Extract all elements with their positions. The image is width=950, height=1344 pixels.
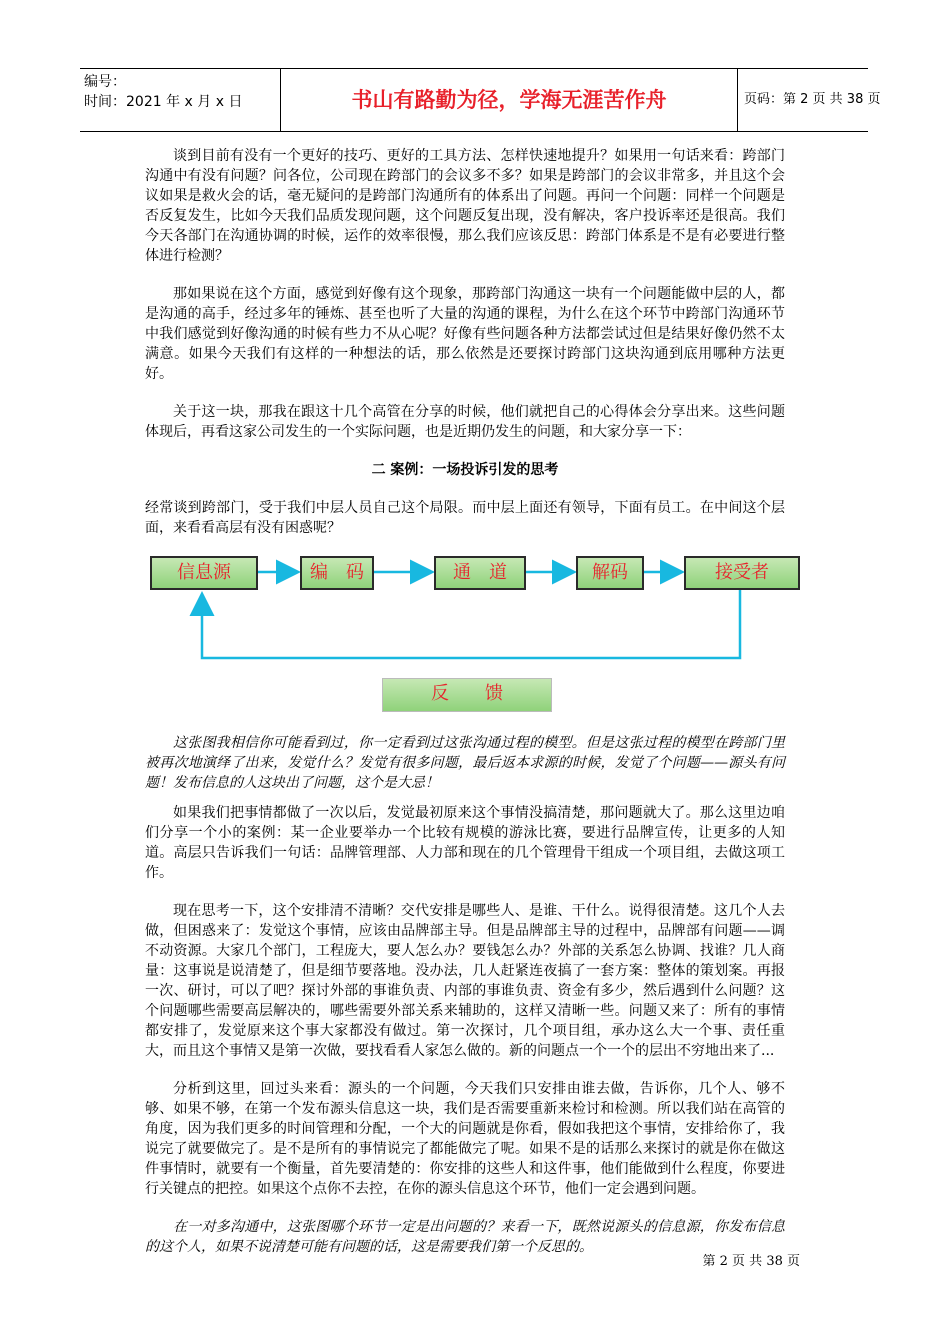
paragraph: 现在思考一下，这个安排清不清晰？交代安排是哪些人、是谁、干什么。说得很清楚。这几个人去做，但困惑来了：发觉这个事情，应该由品牌部主导。但是品牌部主导的过程中，品牌部有问题——调不动资源。大家几个部门，工程庞大，要人怎么办？要钱怎么办？外部的关系怎么协调、找谁？几人商量：这事说是说清楚了，但是细节要落地。没办法，几人赶紧连夜搞了一套方案：整体的策划案。再报一次、研讨，可以了吧？探讨外部的事谁负责、内部的事谁负责、资金有多少，然后遇到什么问题？这个问题哪些需要高层解决的，哪些需要外部关系来辅助的，这样又清晰一些。问题又来了：所有的事情都安排了，发觉原来这个事大家都没有做过。第一次探讨，几个项目组，承办这么大一个事、责任重大，而且这个事情又是第一次做，要找看看人家怎么做的。新的问题点一个一个的层出不穷地出来了... xyxy=(145,903,785,1059)
paragraph: 分析到这里，回过头来看：源头的一个问题，今天我们只安排由谁去做，告诉你，几个人、够不够、如果不够，在第一个发布源头信息这一块，我们是否需要重新来检讨和检测。所以我们站在高管的角度，因为我们更多的时间管理和分配，一个大的问题就是你看，假如我把这个事情，安排给你了，我说完了就要做完了。是不是所有的事情说完了都能做完了呢。如果不是的话那么来探讨的就是你在做这件事情时，就要有一个衡量，首先要清楚的：你安排的这些人和这件事，他们能做到什么程度，你要进行关键点的把控。如果这个点你不去控，在你的源头信息这个环节，他们一定会遇到问题。 xyxy=(145,1081,785,1197)
page-footer: 第 2 页 共 38 页 xyxy=(702,1254,800,1269)
node-channel: 通 道 xyxy=(434,556,526,590)
node-information-source: 信息源 xyxy=(150,556,258,590)
feedback-loop-arrow xyxy=(202,590,740,658)
node-decoding: 解码 xyxy=(576,556,644,590)
document-number-label: 编号： xyxy=(84,74,126,90)
header-meta xyxy=(80,69,280,131)
section-heading: 二 案例：一场投诉引发的思考 xyxy=(371,462,559,478)
paragraph-italic: 在一对多沟通中，这张图哪个环节一定是出问题的？来看一下，既然说源头的信息源，你发布信息的这个人，如果不说清楚可能有问题的话，这是需要我们第一个反思的。 xyxy=(145,1219,785,1255)
paragraph: 那如果说在这个方面，感觉到好像有这个现象，那跨部门沟通这一块有一个问题能做中层的人，都是沟通的高手，经过多年的锤炼、甚至也听了大量的沟通的课程，为什么在这个环节中跨部门沟通环节中我们感觉到好像沟通的时候有些力不从心呢？好像有些问题各种方法都尝试过但是结果好像仍然不太满意。如果今天我们有这样的一种想法的话，那么依然是还要探讨跨部门这块沟通到底用哪种方法更好。 xyxy=(145,286,785,382)
header-page-number: 页码：第 2 页 共 38 页 xyxy=(744,92,881,107)
node-encoding: 编 码 xyxy=(300,556,374,590)
communication-model-diagram xyxy=(140,548,770,718)
node-feedback: 反 馈 xyxy=(382,678,552,712)
paragraph: 谈到目前有没有一个更好的技巧、更好的工具方法、怎样快速地提升？如果用一句话来看：跨部门沟通中有没有问题？问各位，公司现在跨部门的会议多不多？如果是跨部门的会议非常多，并且这个会议如果是救火会的话，毫无疑问的是跨部门沟通所有的体系出了问题。再问一个问题：同样一个问题是否反复发生，比如今天我们品质发现问题，这个问题反复出现，没有解决，客户投诉率还是很高。我们今天各部门在沟通协调的时候，运作的效率很慢，那么我们应该反思：跨部门体系是不是有必要进行整体进行检测？ xyxy=(145,148,785,264)
diagram-caption: 这张图我相信你可能看到过，你一定看到过这张沟通过程的模型。但是这张过程的模型在跨部门里被再次地演绎了出来，发觉什么？发觉有很多问题，最后返本求源的时候，发觉了个问题——源头有问题！发布信息的人这块出了问题，这个是大忌！ xyxy=(145,735,785,791)
node-receiver: 接受者 xyxy=(684,556,800,590)
paragraph: 经常谈到跨部门，受于我们中层人员自己这个局限。而中层上面还有领导，下面有员工。在中间这个层面，来看看高层有没有困惑呢？ xyxy=(145,500,785,536)
document-date-label: 时间：2021 年 x 月 x 日 xyxy=(84,94,243,110)
header-motto: 书山有路勤为径，学海无涯苦作舟 xyxy=(280,69,738,131)
paragraph: 关于这一块，那我在跟这十几个高管在分享的时候，他们就把自己的心得体会分享出来。这些问题体现后，再看这家公司发生的一个实际问题，也是近期仍发生的问题，和大家分享一下： xyxy=(145,404,785,440)
page-header xyxy=(80,68,881,132)
paragraph: 如果我们把事情都做了一次以后，发觉最初原来这个事情没搞清楚，那问题就大了。那么这里边咱们分享一个小的案例：某一企业要举办一个比较有规模的游泳比赛，要进行品牌宣传，让更多的人知道。高层只告诉我们一句话：品牌管理部、人力部和现在的几个管理骨干组成一个项目组，去做这项工作。 xyxy=(145,805,785,881)
